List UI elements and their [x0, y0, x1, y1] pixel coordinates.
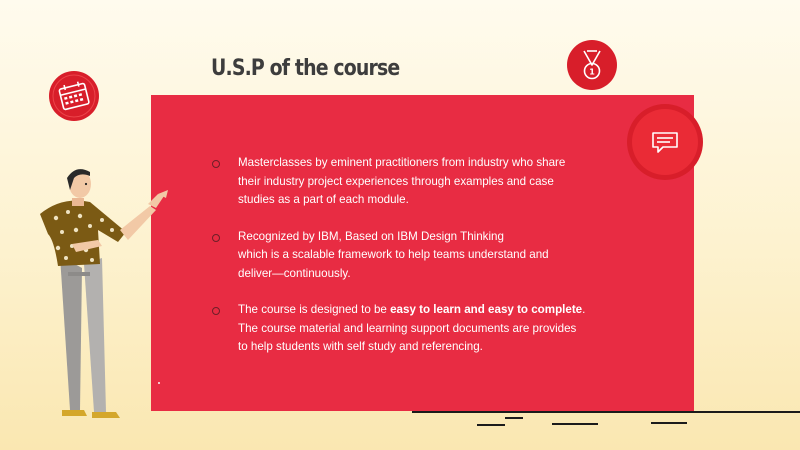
bullet-item-ibm — [238, 228, 638, 284]
calendar-badge — [49, 71, 99, 121]
calendar-icon — [49, 71, 99, 121]
bullet-text-suffix: . — [582, 303, 586, 316]
bullet-marker — [212, 307, 220, 315]
medal-icon — [567, 40, 617, 90]
floor-line — [651, 422, 687, 424]
svg-text:1: 1 — [589, 67, 595, 77]
chat-icon — [627, 104, 703, 180]
floor-line — [477, 424, 505, 426]
bullet-item-easy — [238, 301, 638, 357]
bullet-text-line: Masterclasses by eminent practitioners from industry who share — [238, 156, 566, 169]
bullet-item-masterclasses — [238, 154, 638, 210]
slide-title: U.S.P of the course — [211, 56, 400, 81]
bullet-marker — [212, 234, 220, 242]
floor-line — [552, 423, 598, 425]
bullet-text-line — [238, 301, 638, 320]
floor-line — [412, 411, 800, 413]
bullet-text-line: which is a scalable framework to help teams understand and — [238, 248, 549, 261]
bullet-text-prefix: The course is designed to be — [238, 303, 391, 316]
bullet-text-bold: easy to learn and easy to complete — [390, 303, 583, 316]
bullet-marker — [212, 160, 220, 168]
chat-badge — [627, 104, 703, 180]
presenter-illustration — [32, 160, 182, 422]
bullet-text-line: deliver—continuously. — [238, 266, 351, 280]
bullet-text-line: to help students with self study and referencing. — [238, 340, 483, 353]
floor-line — [505, 417, 523, 419]
bullet-text-line: Recognized by IBM, Based on IBM Design Thinking — [238, 229, 504, 243]
bullet-list — [238, 154, 638, 375]
bullet-text-line: studies as a part of each module. — [238, 193, 409, 206]
bullet-text-line: The course material and learning support documents are provides — [238, 321, 577, 335]
medal-badge — [567, 40, 617, 90]
bullet-text-line: their industry project experiences through examples and case — [238, 174, 554, 188]
